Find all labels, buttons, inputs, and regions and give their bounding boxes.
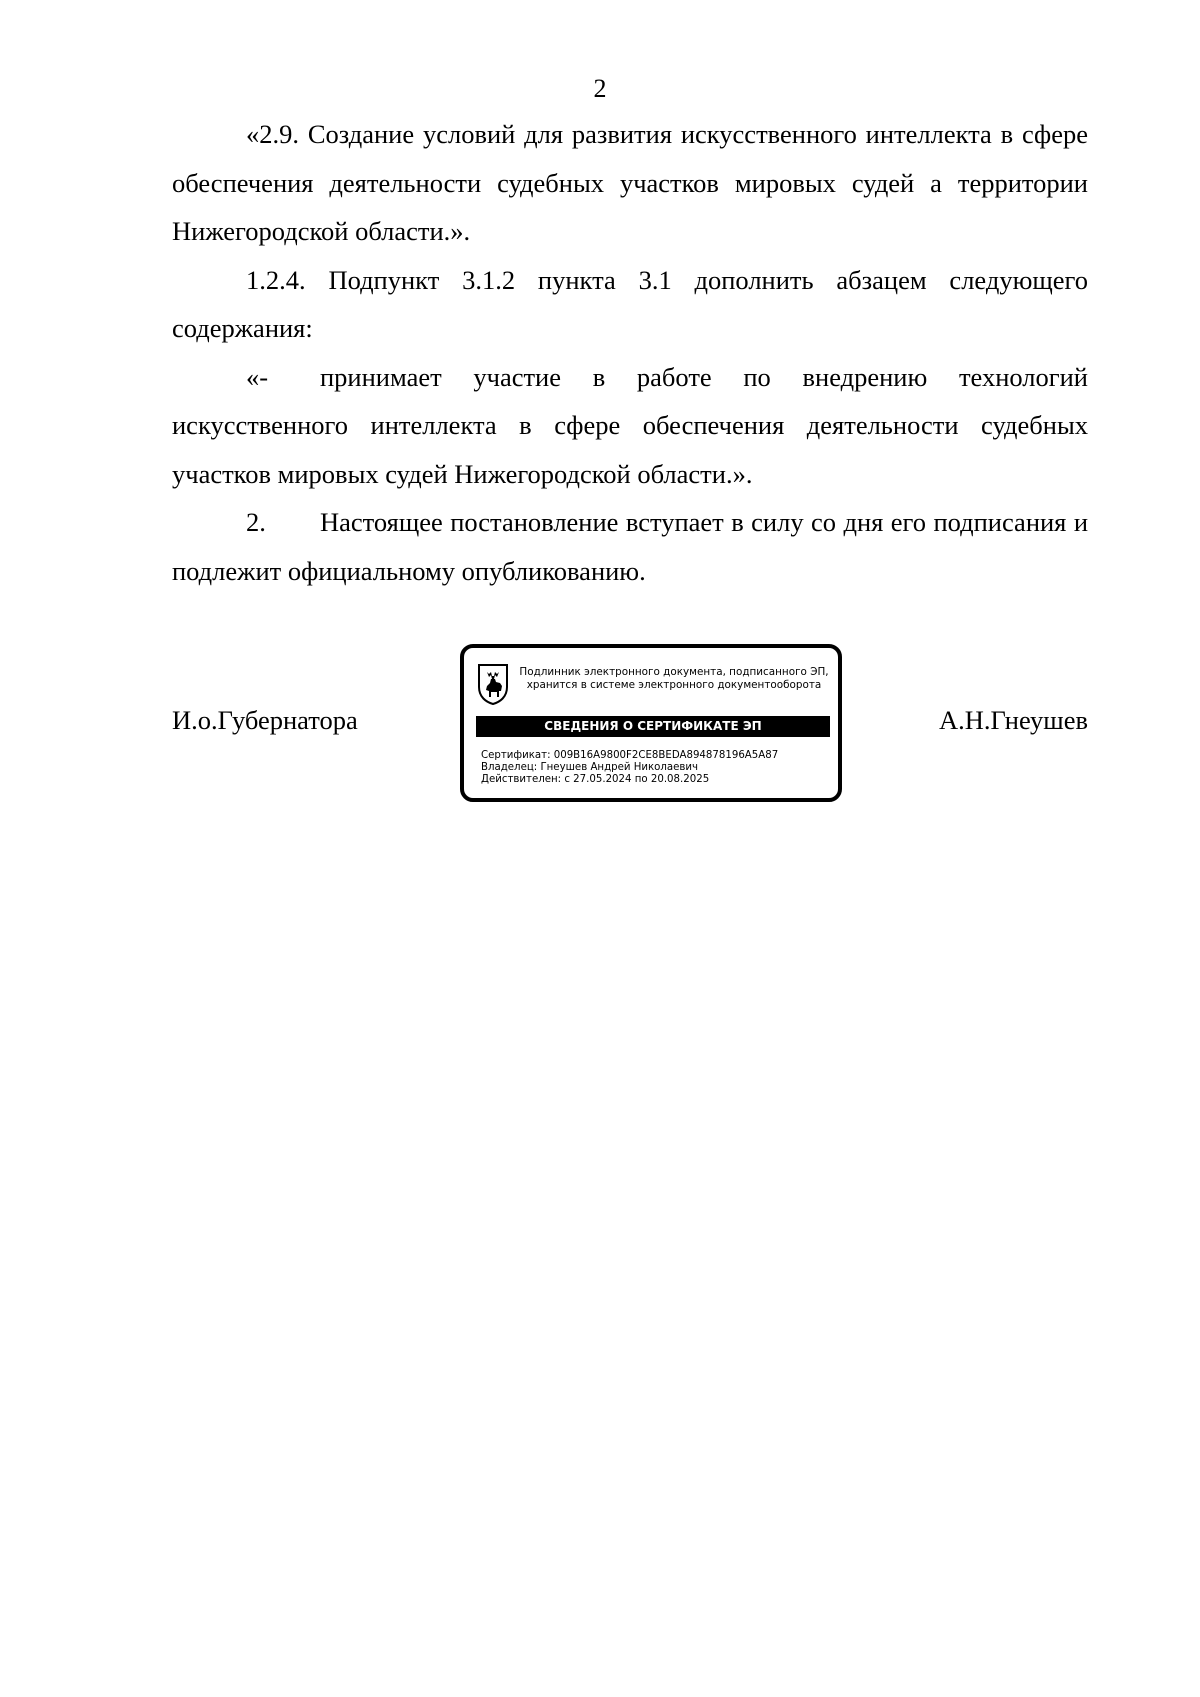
paragraph-2 xyxy=(172,498,1088,595)
paragraph-2-9: «2.9. Создание условий для развития искусственного интеллекта в сфере обеспечения деятельности судебных участков мировых судей а территории Нижегородской области.». xyxy=(172,119,1088,246)
electronic-signature-stamp xyxy=(460,644,842,802)
paragraph-1-2-4: 1.2.4. Подпункт 3.1.2 пункта 3.1 дополнить абзацем следующего содержания: xyxy=(172,264,1088,343)
signer-name: А.Н.Гнеушев xyxy=(938,705,1088,735)
document-body xyxy=(172,110,1088,595)
paragraph-lead: «- xyxy=(246,361,269,392)
stamp-header-line: хранится в системе электронного документооборота xyxy=(526,679,822,691)
certificate-validity: Действителен: с 27.05.2024 по 20.08.2025 xyxy=(481,774,710,785)
paragraph-quoted-item xyxy=(172,353,1088,499)
certificate-number: Сертификат: 009B16A9800F2CE8BEDA894878196A5A87 xyxy=(481,750,779,761)
certificate-owner: Владелец: Гнеушев Андрей Николаевич xyxy=(481,762,699,773)
stamp-header-line: Подлинник электронного документа, подписанного ЭП, xyxy=(519,666,829,678)
stamp-details xyxy=(481,750,831,786)
paragraph-lead: 2. xyxy=(246,507,266,537)
stamp-title: СВЕДЕНИЯ О СЕРТИФИКАТЕ ЭП xyxy=(476,716,830,737)
stamp-header xyxy=(514,666,834,692)
nizhny-novgorod-deer-emblem-icon xyxy=(476,662,510,706)
signer-title: И.о.Губернатора xyxy=(172,705,358,735)
paragraph-text: Настоящее постановление вступает в силу со дня его подписания и подлежит официальному опубликованию. xyxy=(172,507,1088,586)
paragraph-text: принимает участие в работе по внедрению технологий искусственного интеллекта в сфере обеспечения деятельности судебных участков мировых судей Нижегородской области.». xyxy=(172,361,1088,489)
page-number: 2 xyxy=(593,74,607,103)
